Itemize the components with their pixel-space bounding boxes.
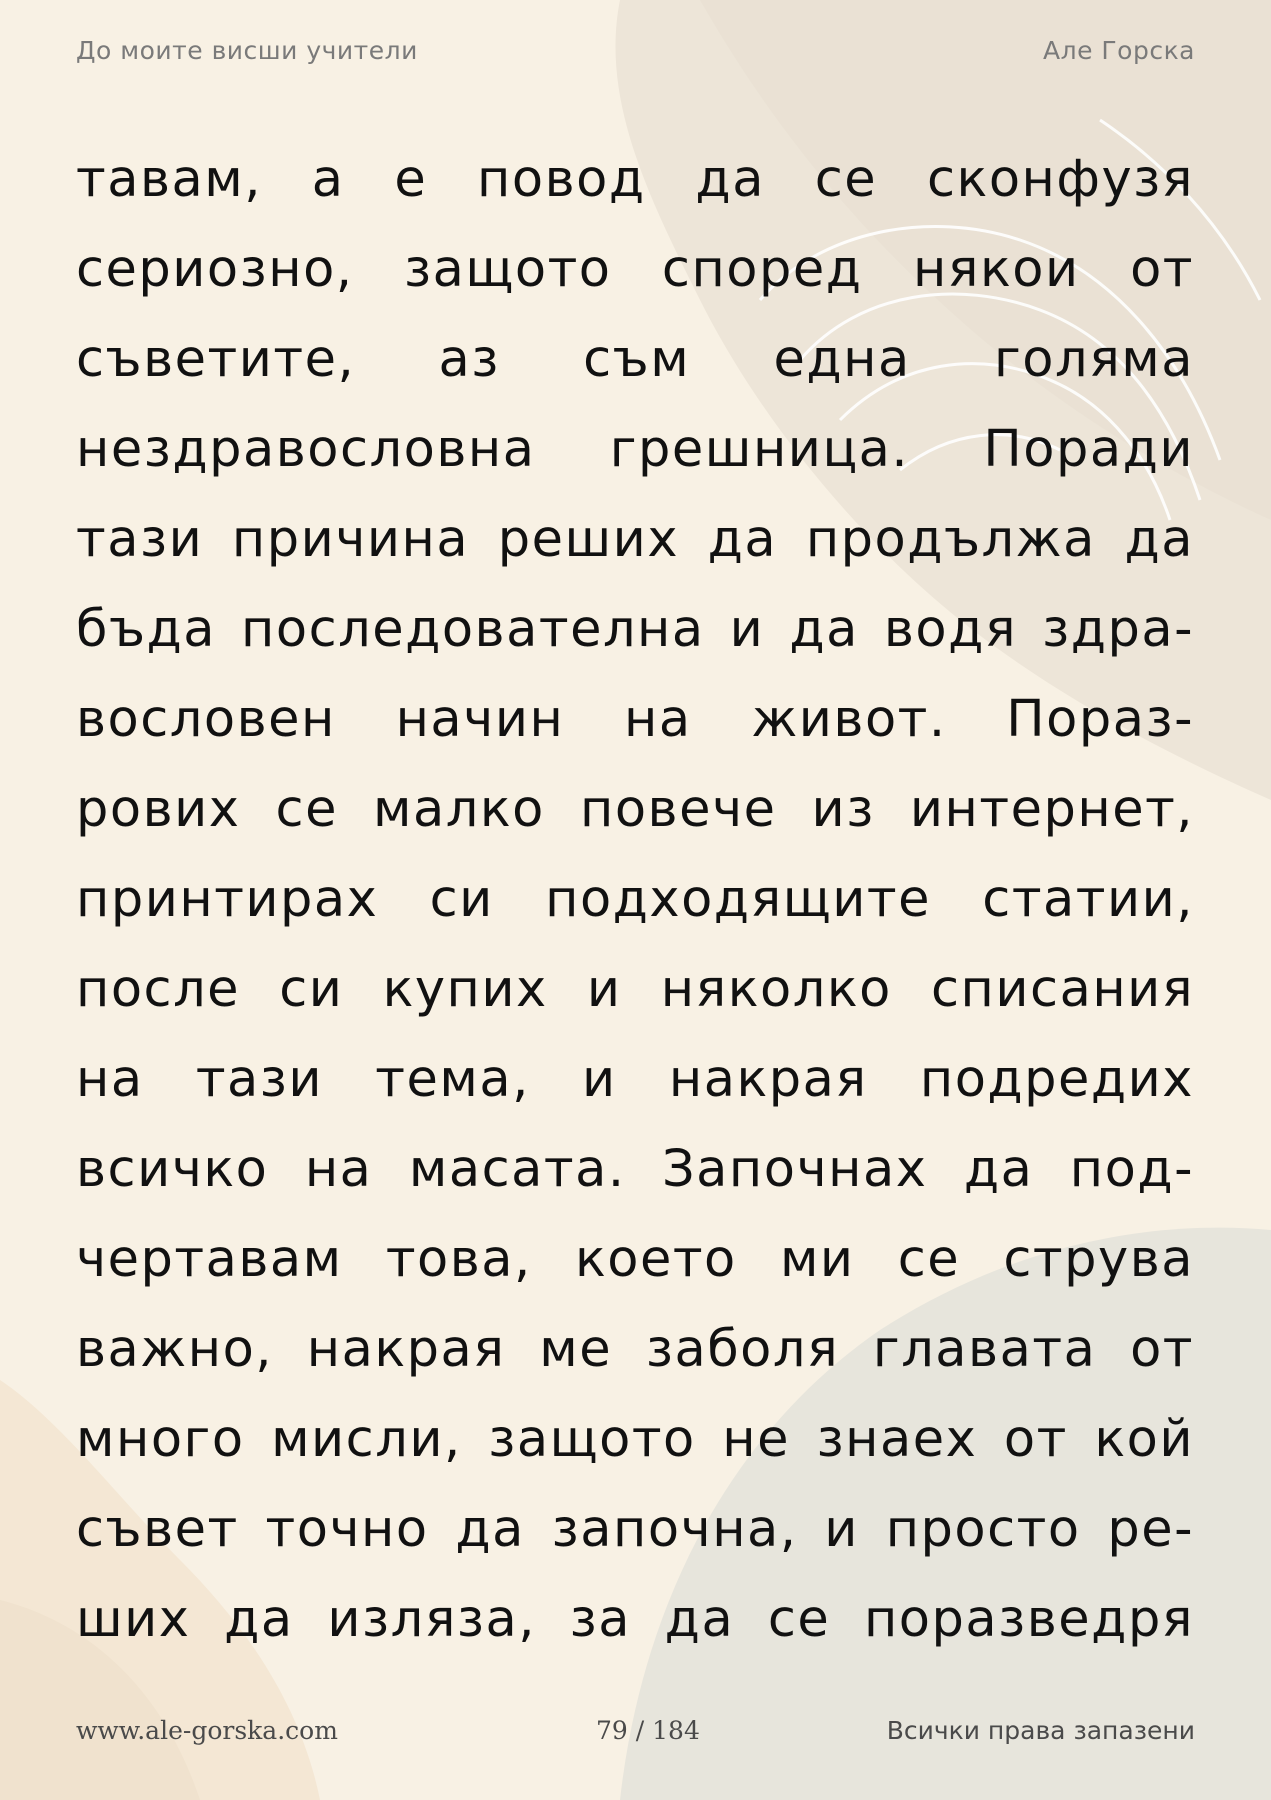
page-total: 184 [652, 1716, 700, 1745]
page-number [596, 1716, 700, 1745]
website-link[interactable]: www.ale-gorska.com [76, 1716, 338, 1745]
text-line: чертавам това, което ми се струва [76, 1230, 1194, 1289]
author-name: Але Горска [1043, 36, 1195, 65]
text-line: на тази тема, и накрая подредих [76, 1050, 1194, 1109]
copyright-notice: Всички права запазени [886, 1716, 1195, 1745]
text-line: всичко на масата. Започнах да под- [76, 1140, 1194, 1199]
page-separator: / [635, 1716, 645, 1745]
book-title: До моите висши учители [76, 36, 418, 65]
page-current: 79 [596, 1716, 628, 1745]
text-line: тавам, а е повод да се сконфузя [76, 150, 1194, 209]
text-line: съвет точно да започна, и просто ре- [76, 1500, 1194, 1559]
text-line: ших да изляза, за да се поразведря [76, 1590, 1194, 1649]
text-line: тази причина реших да продължа да [76, 510, 1194, 569]
text-line: много мисли, защото не знаех от кой [76, 1410, 1194, 1469]
page-footer [76, 1716, 1195, 1748]
text-line: после си купих и няколко списания [76, 960, 1194, 1019]
text-line: съветите, аз съм една голяма [76, 330, 1194, 389]
page-header [76, 36, 1195, 68]
text-line: вословен начин на живот. Пораз- [76, 690, 1194, 749]
text-line: нездравословна грешница. Поради [76, 420, 1194, 479]
text-line: ровиx се малко повече из интернет, [76, 780, 1194, 839]
text-line: важно, накрая ме заболя главата от [76, 1320, 1194, 1379]
text-line: бъда последователна и да водя здра- [76, 600, 1194, 659]
body-text [76, 135, 1194, 1665]
text-line: принтирах си подходящите статии, [76, 870, 1194, 929]
text-line: сериозно, защото според някои от [76, 240, 1194, 299]
